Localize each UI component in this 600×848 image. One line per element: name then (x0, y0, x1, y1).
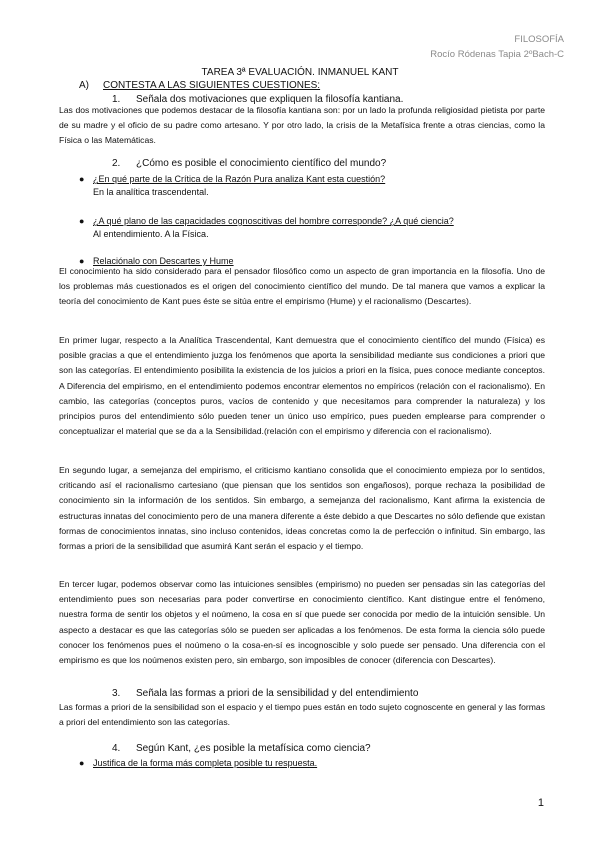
bullet-1-question: ¿En qué parte de la Crítica de la Razón Pura analiza Kant esta cuestión? (93, 174, 386, 184)
question-2 (112, 158, 386, 169)
question-1-number: 1. (112, 94, 121, 105)
question-3-number: 3. (112, 688, 121, 699)
question-4 (112, 743, 371, 754)
bullet-dot-icon: ● (79, 256, 85, 266)
question-2-text: ¿Cómo es posible el conocimiento científico del mundo? (136, 158, 387, 169)
question-3 (112, 688, 418, 699)
header-author: Rocío Ródenas Tapia 2ºBach-C (430, 49, 564, 60)
bullet-2-answer: Al entendimiento. A la Física. (93, 229, 209, 239)
bullet-dot-icon: ● (79, 758, 85, 768)
document-title: TAREA 3ª EVALUACIÓN. INMANUEL KANT (201, 67, 399, 78)
paragraph-second: En segundo lugar, a semejanza del empirismo, el criticismo kantiano consolida que el conocimiento empieza por lo sentidos, criticando así el racionalismo cartesiano (que piensan que los sentidos son engañosos), porque rechaza la posibilidad de conocimiento sin la información de los sentidos. Sin embargo, a semejanza del racionalismo, Kant afirma la existencia de estructuras innatas del conocimiento pero de una manera diferente a éste debido a que Descartes no sólo defiende que existan formas de conocimientos innatas, sino incluso contenidos, ideas concretas como la de perfección o infinitud. Sin embargo, las formas a priori de la sensibilidad que asumirá Kant serán el espacio y el tiempo. (59, 465, 545, 552)
question-3-text: Señala las formas a priori de la sensibilidad y del entendimiento (136, 688, 419, 699)
page-number: 1 (537, 797, 544, 809)
question-1-text: Señala dos motivaciones que expliquen la filosofía kantiana. (136, 94, 404, 105)
bullet-2-question: ¿A qué plano de las capacidades cognoscitivas del hombre corresponde? ¿A qué ciencia? (93, 216, 454, 226)
paragraph-third: En tercer lugar, podemos observar como las intuiciones sensibles (empirismo) no pueden ser pensadas sin las categorías del entendimiento pues son necesarias para poder convertirse en conocimiento científico. Kant distingue entre el fenómeno, nuestra forma de sentir los objetos y el noúmeno, la cosa en sí que puede ser conocida por medio de la intuición sensible. Un aspecto a destacar es que las categorías sólo se pueden ser aplicadas a los fenómenos. De esta forma la ciencia sólo puede conocer los fenómenos pues el noúmeno o la cosa-en-sí es incognoscible y solo puede ser pensado. Una diferencia con el empirismo es que los noúmenos existen pero, sin embargo, son imposibles de conocer (diferencia con Descartes). (59, 579, 545, 666)
bullet-1-answer: En la analítica trascendental. (93, 187, 209, 197)
bullet-dot-icon: ● (79, 216, 85, 226)
answer-3: Las formas a priori de la sensibilidad son el espacio y el tiempo pues están en todo sujeto cognoscente en general y las formas a priori del entendimiento son las categorías. (59, 702, 545, 728)
bullet-3-question: Relaciónalo con Descartes y Hume (93, 256, 234, 266)
paragraph-intro: El conocimiento ha sido considerado para el pensador filosófico como un aspecto de gran importancia en la filosofía. Uno de los problemas más cuestionados es el origen del conocimiento científico del mundo. De tal manera que vamos a explicar la teoría del conocimiento de Kant pues éste se sitúa entre el empirismo (Hume) y el racionalismo (Descartes). (59, 266, 545, 307)
answer-1: Las dos motivaciones que podemos destacar de la filosofía kantiana son: por un lado la profunda religiosidad pietista por parte de su madre y el oficio de su padre como artesano. Y por otro lado, la crisis de la Metafísica frente a otras ciencias, como la Física o las Matemáticas. (59, 105, 545, 146)
question-2-number: 2. (112, 158, 121, 169)
bullet-4-text: Justifica de la forma más completa posible tu respuesta. (93, 758, 318, 768)
question-4-number: 4. (112, 743, 121, 754)
paragraph-first: En primer lugar, respecto a la Analítica Trascendental, Kant demuestra que el conocimiento científico del mundo (Física) es posible gracias a que el entendimiento juzga los fenómenos que aporta la sensibilidad mediante sus condiciones a priori que son las categorías. El entendimiento posibilita la existencia de los juicios a priori en la física, pues conoce mediante conceptos. A Diferencia del empirismo, en el entendimiento podemos encontrar elementos no empíricos (relación con el racionalismo). En cambio, las categorías (conceptos puros, vacíos de contenido y que necesitamos para comprender la naturaleza) y los principios puros del entendimiento sólo pueden tener un único uso empírico, pues pueden emplearse para comprender o conceptualizar el material que se da a la Sensibilidad.(relación con el empirismo y diferencia con el racionalismo). (59, 335, 545, 437)
section-a-title: CONTESTA A LAS SIGUIENTES CUESTIONES: (103, 80, 321, 91)
section-a-heading (79, 80, 320, 91)
bullet-dot-icon: ● (79, 174, 85, 184)
question-4-text: Según Kant, ¿es posible la metafísica como ciencia? (136, 743, 371, 754)
section-a-label: A) (79, 80, 89, 91)
header-subject: FILOSOFÍA (514, 34, 564, 45)
